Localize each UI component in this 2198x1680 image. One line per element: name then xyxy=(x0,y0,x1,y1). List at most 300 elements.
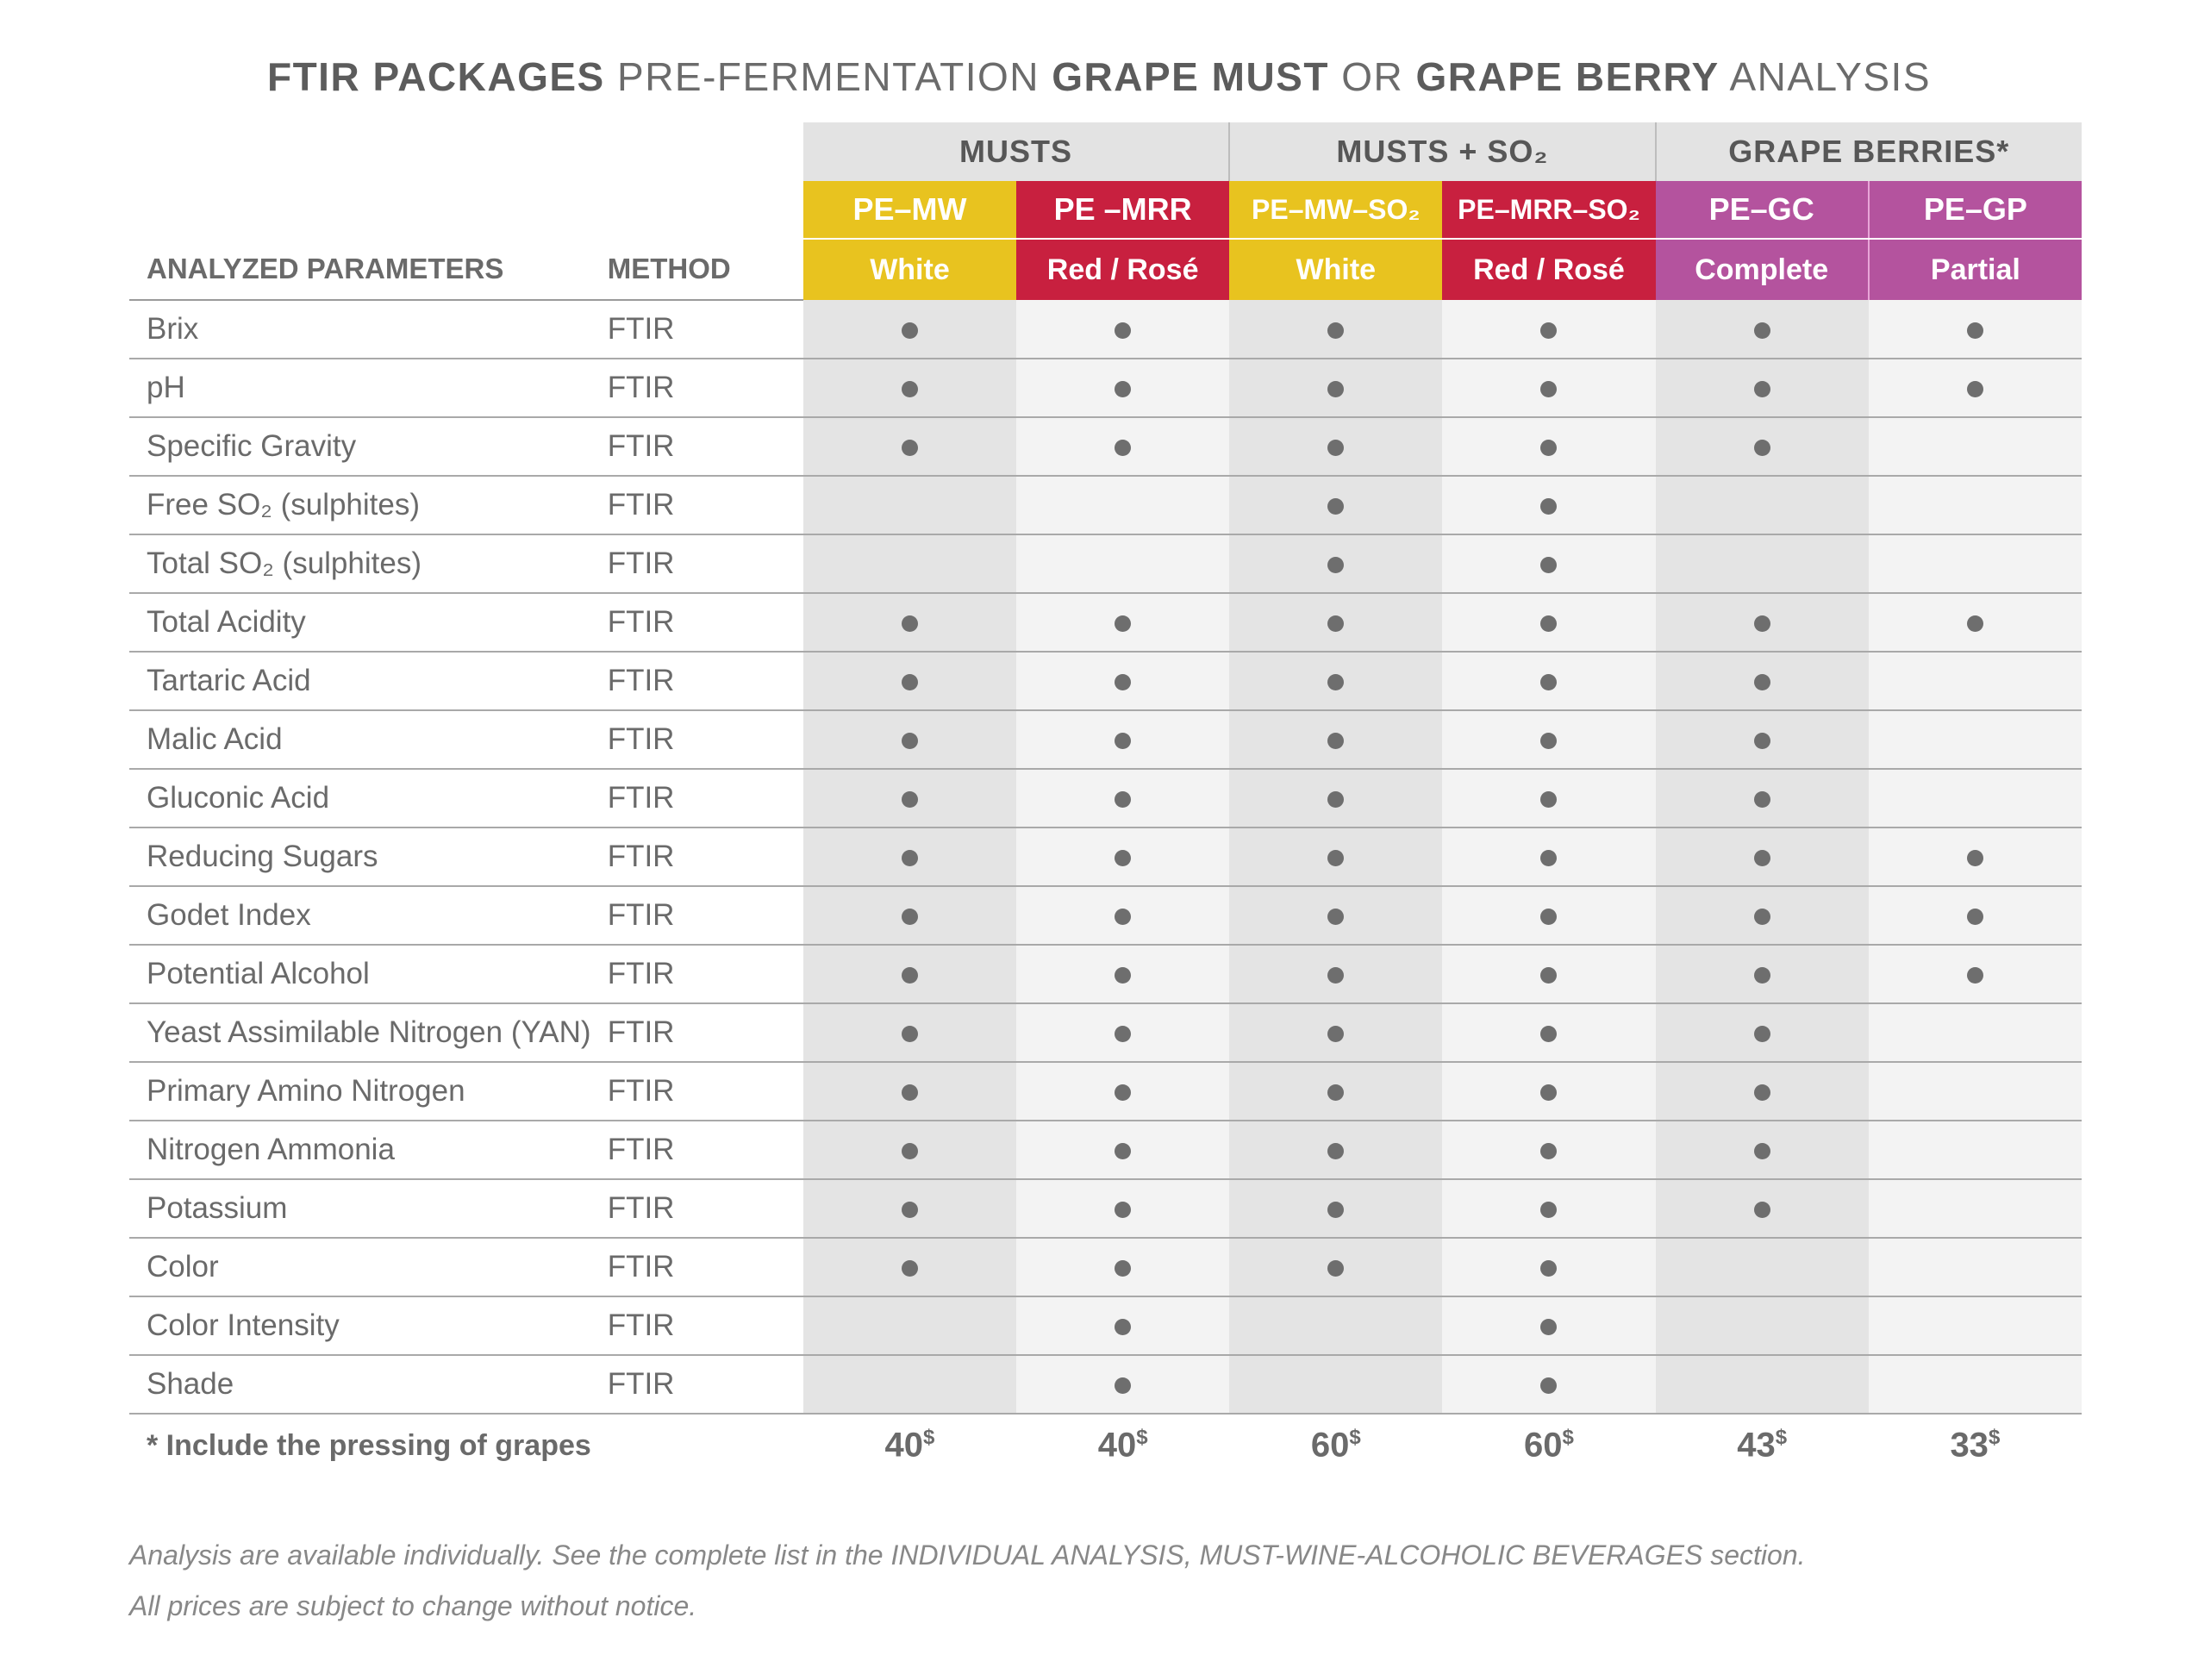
package-cell xyxy=(1442,828,1655,886)
included-dot-icon xyxy=(1540,498,1557,515)
package-cell xyxy=(803,534,1016,593)
included-dot-icon xyxy=(1540,1143,1557,1159)
price-pe-mw xyxy=(803,1414,1016,1477)
included-dot-icon xyxy=(1540,1319,1557,1335)
included-dot-icon xyxy=(902,1143,918,1159)
table-row xyxy=(129,652,2082,710)
package-cell xyxy=(1869,1121,2082,1179)
package-code-pe-mw-so2: PE–MW–SO₂ xyxy=(1229,181,1442,239)
parameter-name: Color xyxy=(129,1238,590,1296)
table-row xyxy=(129,1355,2082,1414)
package-cell xyxy=(1656,1179,1869,1238)
package-cell xyxy=(1869,652,2082,710)
package-cell xyxy=(1656,945,1869,1003)
included-dot-icon xyxy=(902,1202,918,1218)
included-dot-icon xyxy=(1327,733,1344,749)
table-row xyxy=(129,1296,2082,1355)
included-dot-icon xyxy=(1754,1202,1770,1218)
package-type-white: White xyxy=(803,239,1016,300)
price-value: 33 xyxy=(1950,1426,1989,1465)
included-dot-icon xyxy=(1540,1202,1557,1218)
currency-symbol: $ xyxy=(1136,1426,1148,1450)
currency-symbol: $ xyxy=(923,1426,935,1450)
package-cell xyxy=(1442,534,1655,593)
package-cell xyxy=(803,945,1016,1003)
included-dot-icon xyxy=(902,381,918,397)
included-dot-icon xyxy=(1115,674,1131,690)
package-cell xyxy=(1442,1355,1655,1414)
included-dot-icon xyxy=(1540,322,1557,339)
included-dot-icon xyxy=(1754,381,1770,397)
included-dot-icon xyxy=(1115,322,1131,339)
package-cell xyxy=(1229,476,1442,534)
package-cell xyxy=(1656,300,1869,359)
package-cell xyxy=(1016,593,1229,652)
title-ftir-packages: FTIR PACKAGES xyxy=(266,54,605,99)
parameter-name: Specific Gravity xyxy=(129,417,590,476)
parameter-name: Shade xyxy=(129,1355,590,1414)
table-row xyxy=(129,359,2082,417)
table-row xyxy=(129,945,2082,1003)
package-cell xyxy=(1656,359,1869,417)
package-cell xyxy=(803,1062,1016,1121)
package-cell xyxy=(803,886,1016,945)
package-cell xyxy=(1229,300,1442,359)
included-dot-icon xyxy=(1540,381,1557,397)
page-title xyxy=(0,53,2198,100)
package-type-white: White xyxy=(1229,239,1442,300)
package-cell xyxy=(1656,1355,1869,1414)
package-cell xyxy=(1869,886,2082,945)
currency-symbol: $ xyxy=(1988,1426,2001,1450)
package-cell xyxy=(1229,710,1442,769)
package-cell xyxy=(1442,300,1655,359)
package-cell xyxy=(1229,1062,1442,1121)
package-cell xyxy=(803,1003,1016,1062)
included-dot-icon xyxy=(1115,1260,1131,1277)
package-cell xyxy=(1656,652,1869,710)
package-cell xyxy=(1656,886,1869,945)
included-dot-icon xyxy=(902,967,918,984)
package-cell xyxy=(1229,1179,1442,1238)
included-dot-icon xyxy=(1115,440,1131,456)
method-value: FTIR xyxy=(590,1355,803,1414)
included-dot-icon xyxy=(1754,850,1770,866)
package-cell xyxy=(1229,1121,1442,1179)
package-cell xyxy=(1016,945,1229,1003)
package-cell xyxy=(1442,1296,1655,1355)
package-cell xyxy=(1016,828,1229,886)
package-cell xyxy=(1656,769,1869,828)
parameter-name: Godet Index xyxy=(129,886,590,945)
package-cell xyxy=(1869,1003,2082,1062)
table-row xyxy=(129,300,2082,359)
method-value: FTIR xyxy=(590,476,803,534)
package-cell xyxy=(1869,1355,2082,1414)
package-cell xyxy=(1869,476,2082,534)
package-cell xyxy=(1229,1003,1442,1062)
package-cell xyxy=(1016,1003,1229,1062)
package-cell xyxy=(803,1355,1016,1414)
package-code-pe-mrr: PE –MRR xyxy=(1016,181,1229,239)
method-value: FTIR xyxy=(590,710,803,769)
package-cell xyxy=(1442,652,1655,710)
included-dot-icon xyxy=(1115,381,1131,397)
package-cell xyxy=(1016,1238,1229,1296)
package-cell xyxy=(803,769,1016,828)
table-row xyxy=(129,886,2082,945)
parameter-name: Nitrogen Ammonia xyxy=(129,1121,590,1179)
method-value: FTIR xyxy=(590,1062,803,1121)
included-dot-icon xyxy=(1327,1026,1344,1042)
price-pe-mrr-so2 xyxy=(1442,1414,1655,1477)
price-row xyxy=(129,1414,2082,1477)
package-cell xyxy=(1016,476,1229,534)
included-dot-icon xyxy=(1540,909,1557,925)
package-cell xyxy=(803,828,1016,886)
included-dot-icon xyxy=(1115,850,1131,866)
included-dot-icon xyxy=(1967,909,1983,925)
included-dot-icon xyxy=(1754,967,1770,984)
included-dot-icon xyxy=(1327,440,1344,456)
package-cell xyxy=(1016,534,1229,593)
included-dot-icon xyxy=(1540,1260,1557,1277)
included-dot-icon xyxy=(1327,322,1344,339)
group-musts: MUSTS xyxy=(803,122,1229,181)
package-cell xyxy=(1016,769,1229,828)
included-dot-icon xyxy=(1327,381,1344,397)
price-pe-gc xyxy=(1656,1414,1869,1477)
included-dot-icon xyxy=(1540,674,1557,690)
method-value: FTIR xyxy=(590,359,803,417)
package-cell xyxy=(1869,359,2082,417)
package-type-red-rose: Red / Rosé xyxy=(1442,239,1655,300)
parameter-name: Total Acidity xyxy=(129,593,590,652)
table-row xyxy=(129,769,2082,828)
parameter-name: Brix xyxy=(129,300,590,359)
package-type-red-rose: Red / Rosé xyxy=(1016,239,1229,300)
included-dot-icon xyxy=(1115,909,1131,925)
included-dot-icon xyxy=(1754,791,1770,808)
method-value: FTIR xyxy=(590,1003,803,1062)
package-cell xyxy=(1656,417,1869,476)
included-dot-icon xyxy=(1754,440,1770,456)
package-cell xyxy=(1229,534,1442,593)
method-value: FTIR xyxy=(590,1179,803,1238)
included-dot-icon xyxy=(902,1026,918,1042)
included-dot-icon xyxy=(1327,909,1344,925)
package-cell xyxy=(803,1238,1016,1296)
package-cell xyxy=(1016,710,1229,769)
table-row xyxy=(129,534,2082,593)
included-dot-icon xyxy=(1115,1143,1131,1159)
included-dot-icon xyxy=(1327,967,1344,984)
included-dot-icon xyxy=(1540,1084,1557,1101)
parameter-name: pH xyxy=(129,359,590,417)
packages-table xyxy=(129,122,2082,1477)
title-analysis: ANALYSIS xyxy=(1719,54,1932,99)
package-cell xyxy=(1016,359,1229,417)
package-type-partial: Partial xyxy=(1869,239,2082,300)
package-cell xyxy=(1229,359,1442,417)
package-cell xyxy=(1869,710,2082,769)
method-value: FTIR xyxy=(590,828,803,886)
package-cell xyxy=(1869,534,2082,593)
price-value: 60 xyxy=(1310,1426,1350,1465)
included-dot-icon xyxy=(1754,909,1770,925)
package-cell xyxy=(803,1296,1016,1355)
package-cell xyxy=(1016,1355,1229,1414)
package-code-pe-gp: PE–GP xyxy=(1869,181,2082,239)
included-dot-icon xyxy=(1754,615,1770,632)
package-code-pe-gc: PE–GC xyxy=(1656,181,1869,239)
included-dot-icon xyxy=(1540,967,1557,984)
package-cell xyxy=(1869,593,2082,652)
included-dot-icon xyxy=(1540,791,1557,808)
package-cell xyxy=(1442,417,1655,476)
table-row xyxy=(129,710,2082,769)
included-dot-icon xyxy=(902,1084,918,1101)
included-dot-icon xyxy=(1115,615,1131,632)
group-musts-so2: MUSTS + SO₂ xyxy=(1229,122,1655,181)
included-dot-icon xyxy=(902,1260,918,1277)
package-cell xyxy=(1229,1296,1442,1355)
method-value: FTIR xyxy=(590,945,803,1003)
package-cell xyxy=(1229,593,1442,652)
package-cell xyxy=(803,593,1016,652)
included-dot-icon xyxy=(1327,615,1344,632)
package-cell xyxy=(803,300,1016,359)
parameters-body xyxy=(129,300,2082,1414)
included-dot-icon xyxy=(1967,615,1983,632)
title-grape-berry: GRAPE BERRY xyxy=(1415,54,1720,99)
group-grape-berries: GRAPE BERRIES* xyxy=(1656,122,2082,181)
table-row xyxy=(129,828,2082,886)
title-grape-must: GRAPE MUST xyxy=(1052,54,1329,99)
price-value: 40 xyxy=(884,1426,924,1465)
package-cell xyxy=(1442,945,1655,1003)
included-dot-icon xyxy=(902,674,918,690)
included-dot-icon xyxy=(1115,1026,1131,1042)
pressing-note: * Include the pressing of grapes xyxy=(147,1428,591,1462)
package-cell xyxy=(1656,534,1869,593)
package-cell xyxy=(1656,1238,1869,1296)
package-cell xyxy=(1656,1121,1869,1179)
package-cell xyxy=(803,652,1016,710)
package-cell xyxy=(1869,828,2082,886)
included-dot-icon xyxy=(1967,322,1983,339)
package-cell xyxy=(1656,476,1869,534)
package-cell xyxy=(1229,828,1442,886)
table-row xyxy=(129,476,2082,534)
table-row xyxy=(129,417,2082,476)
package-cell xyxy=(1869,417,2082,476)
included-dot-icon xyxy=(1327,1143,1344,1159)
package-cell xyxy=(1869,1062,2082,1121)
package-cell xyxy=(1442,1179,1655,1238)
included-dot-icon xyxy=(1754,322,1770,339)
header-method: METHOD xyxy=(590,239,803,300)
group-header-row xyxy=(129,122,2082,181)
parameter-name: Total SO₂ (sulphites) xyxy=(129,534,590,593)
package-cell xyxy=(1016,417,1229,476)
method-value: FTIR xyxy=(590,886,803,945)
included-dot-icon xyxy=(1754,1084,1770,1101)
method-value: FTIR xyxy=(590,300,803,359)
table-row xyxy=(129,593,2082,652)
included-dot-icon xyxy=(1540,850,1557,866)
included-dot-icon xyxy=(1540,440,1557,456)
package-code-row xyxy=(129,181,2082,239)
package-cell xyxy=(1229,1355,1442,1414)
method-value: FTIR xyxy=(590,1238,803,1296)
parameter-name: Tartaric Acid xyxy=(129,652,590,710)
included-dot-icon xyxy=(1327,1260,1344,1277)
package-cell xyxy=(1442,593,1655,652)
package-cell xyxy=(1869,1179,2082,1238)
package-cell xyxy=(1442,710,1655,769)
included-dot-icon xyxy=(1540,1026,1557,1042)
package-cell xyxy=(1229,652,1442,710)
package-type-row xyxy=(129,239,2082,300)
currency-symbol: $ xyxy=(1775,1426,1788,1450)
method-value: FTIR xyxy=(590,1121,803,1179)
package-cell xyxy=(1016,1121,1229,1179)
package-cell xyxy=(1442,769,1655,828)
included-dot-icon xyxy=(1327,498,1344,515)
included-dot-icon xyxy=(1754,1026,1770,1042)
included-dot-icon xyxy=(1115,1084,1131,1101)
package-cell xyxy=(1656,710,1869,769)
package-cell xyxy=(1869,945,2082,1003)
package-cell xyxy=(1229,1238,1442,1296)
included-dot-icon xyxy=(902,322,918,339)
package-cell xyxy=(1016,1296,1229,1355)
included-dot-icon xyxy=(902,440,918,456)
included-dot-icon xyxy=(1754,733,1770,749)
package-cell xyxy=(1656,593,1869,652)
package-cell xyxy=(1869,769,2082,828)
package-cell xyxy=(1869,300,2082,359)
package-cell xyxy=(1656,1003,1869,1062)
table-row xyxy=(129,1179,2082,1238)
included-dot-icon xyxy=(1115,791,1131,808)
package-cell xyxy=(1016,1179,1229,1238)
parameter-name: Gluconic Acid xyxy=(129,769,590,828)
method-value: FTIR xyxy=(590,769,803,828)
currency-symbol: $ xyxy=(1562,1426,1574,1450)
table-row xyxy=(129,1062,2082,1121)
package-code-pe-mw: PE–MW xyxy=(803,181,1016,239)
included-dot-icon xyxy=(902,615,918,632)
included-dot-icon xyxy=(1540,557,1557,573)
parameter-name: Free SO₂ (sulphites) xyxy=(129,476,590,534)
package-cell xyxy=(803,476,1016,534)
included-dot-icon xyxy=(1967,967,1983,984)
package-cell xyxy=(1016,1062,1229,1121)
package-cell xyxy=(1656,1296,1869,1355)
package-cell xyxy=(1229,417,1442,476)
included-dot-icon xyxy=(1115,1202,1131,1218)
included-dot-icon xyxy=(1327,557,1344,573)
included-dot-icon xyxy=(1115,967,1131,984)
parameter-name: Potassium xyxy=(129,1179,590,1238)
included-dot-icon xyxy=(902,850,918,866)
price-value: 40 xyxy=(1097,1426,1137,1465)
package-type-complete: Complete xyxy=(1656,239,1869,300)
method-value: FTIR xyxy=(590,593,803,652)
footnote-individual-analysis: Analysis are available individually. See the complete list in the INDIVIDUAL ANALYSIS, MUST-WINE-ALCOHOLIC BEVERAGES section. xyxy=(129,1539,1806,1571)
package-cell xyxy=(1016,886,1229,945)
package-cell xyxy=(1442,1238,1655,1296)
price-pe-mrr xyxy=(1016,1414,1229,1477)
package-cell xyxy=(1656,1062,1869,1121)
parameter-name: Potential Alcohol xyxy=(129,945,590,1003)
package-cell xyxy=(803,710,1016,769)
package-cell xyxy=(1442,1121,1655,1179)
price-pe-gp xyxy=(1869,1414,2082,1477)
title-pre-fermentation: PRE-FERMENTATION xyxy=(604,54,1052,99)
included-dot-icon xyxy=(1967,381,1983,397)
package-cell xyxy=(1869,1238,2082,1296)
package-cell xyxy=(803,417,1016,476)
package-cell xyxy=(1229,769,1442,828)
package-cell xyxy=(1442,1062,1655,1121)
footnote-prices: All prices are subject to change without notice. xyxy=(129,1590,697,1621)
parameter-name: Color Intensity xyxy=(129,1296,590,1355)
price-value: 60 xyxy=(1524,1426,1563,1465)
method-value: FTIR xyxy=(590,1296,803,1355)
table-row xyxy=(129,1121,2082,1179)
price-pe-mw-so2 xyxy=(1229,1414,1442,1477)
package-cell xyxy=(1869,1296,2082,1355)
package-cell xyxy=(1229,886,1442,945)
included-dot-icon xyxy=(1327,1084,1344,1101)
included-dot-icon xyxy=(1754,1143,1770,1159)
package-cell xyxy=(1656,828,1869,886)
package-code-pe-mrr-so2: PE–MRR–SO₂ xyxy=(1442,181,1655,239)
included-dot-icon xyxy=(1327,1202,1344,1218)
package-cell xyxy=(1442,359,1655,417)
currency-symbol: $ xyxy=(1349,1426,1361,1450)
header-analyzed-parameters: ANALYZED PARAMETERS xyxy=(129,239,590,300)
included-dot-icon xyxy=(1540,1377,1557,1394)
included-dot-icon xyxy=(1327,674,1344,690)
included-dot-icon xyxy=(1327,850,1344,866)
table-row xyxy=(129,1238,2082,1296)
package-cell xyxy=(803,1121,1016,1179)
included-dot-icon xyxy=(1115,733,1131,749)
package-cell xyxy=(803,1179,1016,1238)
parameter-name: Primary Amino Nitrogen xyxy=(129,1062,590,1121)
package-cell xyxy=(1016,652,1229,710)
price-value: 43 xyxy=(1737,1426,1776,1465)
included-dot-icon xyxy=(902,733,918,749)
included-dot-icon xyxy=(1967,850,1983,866)
included-dot-icon xyxy=(1327,791,1344,808)
package-cell xyxy=(1016,300,1229,359)
method-value: FTIR xyxy=(590,534,803,593)
title-or: OR xyxy=(1328,54,1416,99)
package-cell xyxy=(1442,476,1655,534)
included-dot-icon xyxy=(1540,615,1557,632)
package-cell xyxy=(803,359,1016,417)
included-dot-icon xyxy=(902,909,918,925)
included-dot-icon xyxy=(1540,733,1557,749)
package-cell xyxy=(1442,886,1655,945)
included-dot-icon xyxy=(1115,1319,1131,1335)
included-dot-icon xyxy=(902,791,918,808)
